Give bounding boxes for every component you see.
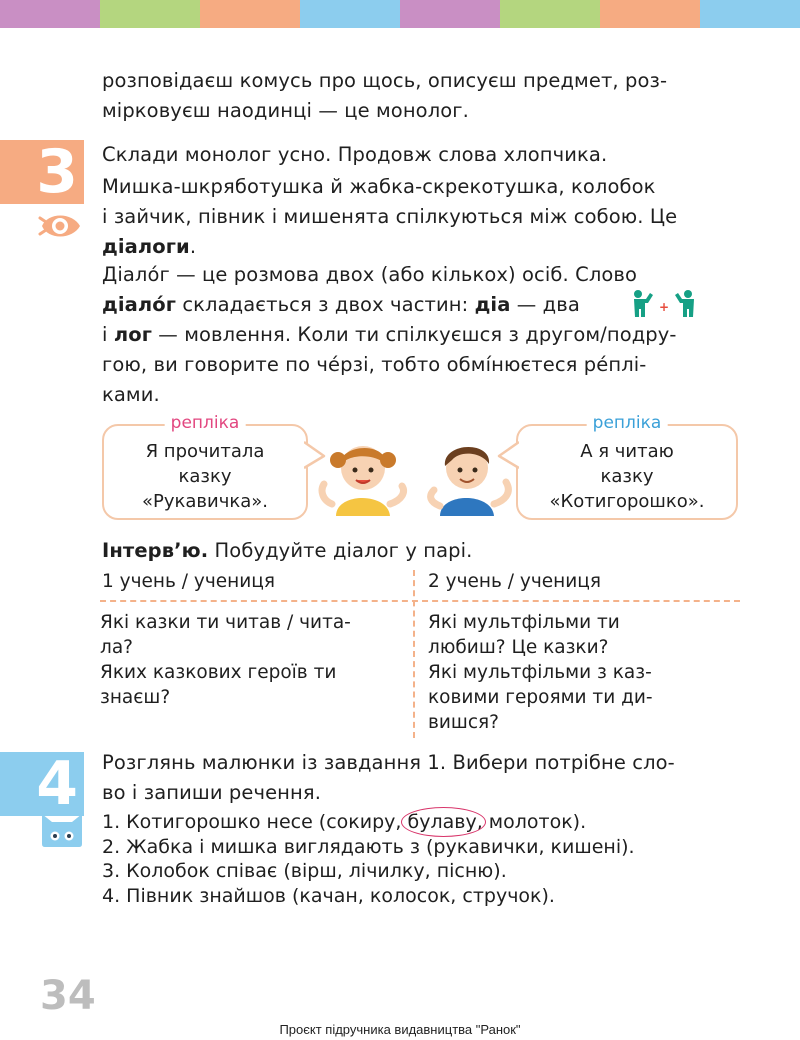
text-line: вишся? xyxy=(428,712,499,733)
page-number: 34 xyxy=(40,973,96,1019)
text-line: любиш? Це казки? xyxy=(428,637,609,658)
task-number-badge: 3 xyxy=(0,140,84,204)
text-line: знаєш? xyxy=(100,687,171,708)
text-line: во і запиши речення. xyxy=(102,781,322,804)
table-header-col1: 1 учень / учениця xyxy=(102,571,276,592)
text-line: Які мультфільми з каз- xyxy=(428,662,652,683)
bubble-tag: репліка xyxy=(587,412,668,434)
bubble-line: «Котигорошко». xyxy=(549,491,705,512)
task3-paragraph-definition xyxy=(102,260,742,410)
header-stripes xyxy=(0,0,800,28)
task3-instruction xyxy=(102,140,742,170)
text-line: ла? xyxy=(100,637,133,658)
text-line xyxy=(102,536,742,566)
circled-answer xyxy=(408,810,483,835)
interview-title xyxy=(102,536,742,566)
task-number-badge: 4 xyxy=(0,752,84,816)
bold-term: Інтерв’ю. xyxy=(102,539,209,562)
text-fragment: і xyxy=(102,323,114,346)
header-stripe xyxy=(200,0,300,28)
table-divider-horizontal xyxy=(100,600,740,602)
eye-icon xyxy=(38,206,82,246)
bubble-line: «Рукавичка». xyxy=(142,491,268,512)
text-fragment: булаву, xyxy=(407,811,483,833)
header-stripe xyxy=(700,0,800,28)
speech-bubble-left xyxy=(102,413,308,520)
text-fragment: . xyxy=(189,235,197,258)
text-line: Розглянь малюнки із завдання 1. Вибери потрібне сло- xyxy=(102,751,675,774)
text-fragment: складається з двох частин: xyxy=(176,293,475,316)
header-stripe xyxy=(300,0,400,28)
header-stripe xyxy=(0,0,100,28)
list-item: 2. Жабка і мишка виглядають з (рукавички, кишені). xyxy=(102,835,635,858)
text-line: ковими героями ти ди- xyxy=(428,687,653,708)
header-stripe xyxy=(400,0,500,28)
task3-paragraph-dialogues xyxy=(102,172,742,262)
two-figures-icon xyxy=(632,289,696,319)
bold-term: діа xyxy=(474,293,511,316)
text-fragment: молоток). xyxy=(482,811,587,833)
text-line xyxy=(102,320,742,350)
bubble-tag: репліка xyxy=(165,412,246,434)
text-line: Які казки ти читав / чита- xyxy=(100,612,351,633)
cat-face-icon xyxy=(40,812,84,848)
bubble-line: Я прочитала xyxy=(145,441,265,462)
text-line: гою, ви говорите по че́рзі, тобто обмі́нюєтеся ре́плі- xyxy=(102,353,647,376)
task4-instruction xyxy=(102,748,742,808)
svg-text:+: + xyxy=(658,300,670,314)
header-stripe xyxy=(500,0,600,28)
text-fragment: Побудуйте діалог у парі. xyxy=(208,539,473,562)
text-line: Склади монолог усно. Продовж слова хлопчика. xyxy=(102,143,608,166)
bubble-line: А я читаю xyxy=(580,441,674,462)
header-stripe xyxy=(100,0,200,28)
boy-illustration xyxy=(426,430,514,516)
table-cell-col2 xyxy=(428,610,738,735)
footer-note: Проєкт підручника видавництва "Ранок" xyxy=(279,1022,521,1037)
list-item: 4. Півник знайшов (качан, колосок, стручок). xyxy=(102,884,555,907)
text-fragment: — два xyxy=(510,293,580,316)
bubble-line: казку xyxy=(178,466,232,487)
text-fragment: 1. Котигорошко несе (сокиру, xyxy=(102,811,408,833)
text-line: Мишка-шкряботушка й жабка-скрекотушка, колобок xyxy=(102,175,656,198)
circle-mark xyxy=(401,807,486,837)
table-cell-col1 xyxy=(100,610,400,710)
intro-paragraph xyxy=(102,66,742,126)
bold-term: лог xyxy=(113,323,152,346)
text-line: і зайчик, півник і мишенята спілкуються між собою. Це xyxy=(102,205,678,228)
text-line: Які мультфільми ти xyxy=(428,612,620,633)
bold-term: діалоги xyxy=(102,235,190,258)
header-stripe xyxy=(600,0,700,28)
text-line: мірковуєш наодинці — це монолог. xyxy=(102,99,469,122)
text-line: розповідаєш комусь про щось, описуєш предмет, роз- xyxy=(102,69,668,92)
speech-bubble-right xyxy=(516,413,738,520)
list-item xyxy=(102,810,635,835)
text-fragment: — мовлення. Коли ти спілкуєшся з другом/подру- xyxy=(152,323,677,346)
bold-term: діало́г xyxy=(102,293,177,316)
text-line: Діало́г — це розмова двох (або кількох) осіб. Слово xyxy=(102,263,638,286)
task4-list xyxy=(102,810,635,908)
text-line xyxy=(102,232,742,262)
text-line: Яких казкових героїв ти xyxy=(100,662,337,683)
table-header-col2: 2 учень / учениця xyxy=(428,571,602,592)
list-item: 3. Колобок співає (вірш, лічилку, пісню). xyxy=(102,860,507,882)
bubble-line: казку xyxy=(600,466,654,487)
table-divider-vertical xyxy=(413,570,415,738)
text-line: ками. xyxy=(102,383,160,406)
girl-illustration xyxy=(318,430,408,516)
